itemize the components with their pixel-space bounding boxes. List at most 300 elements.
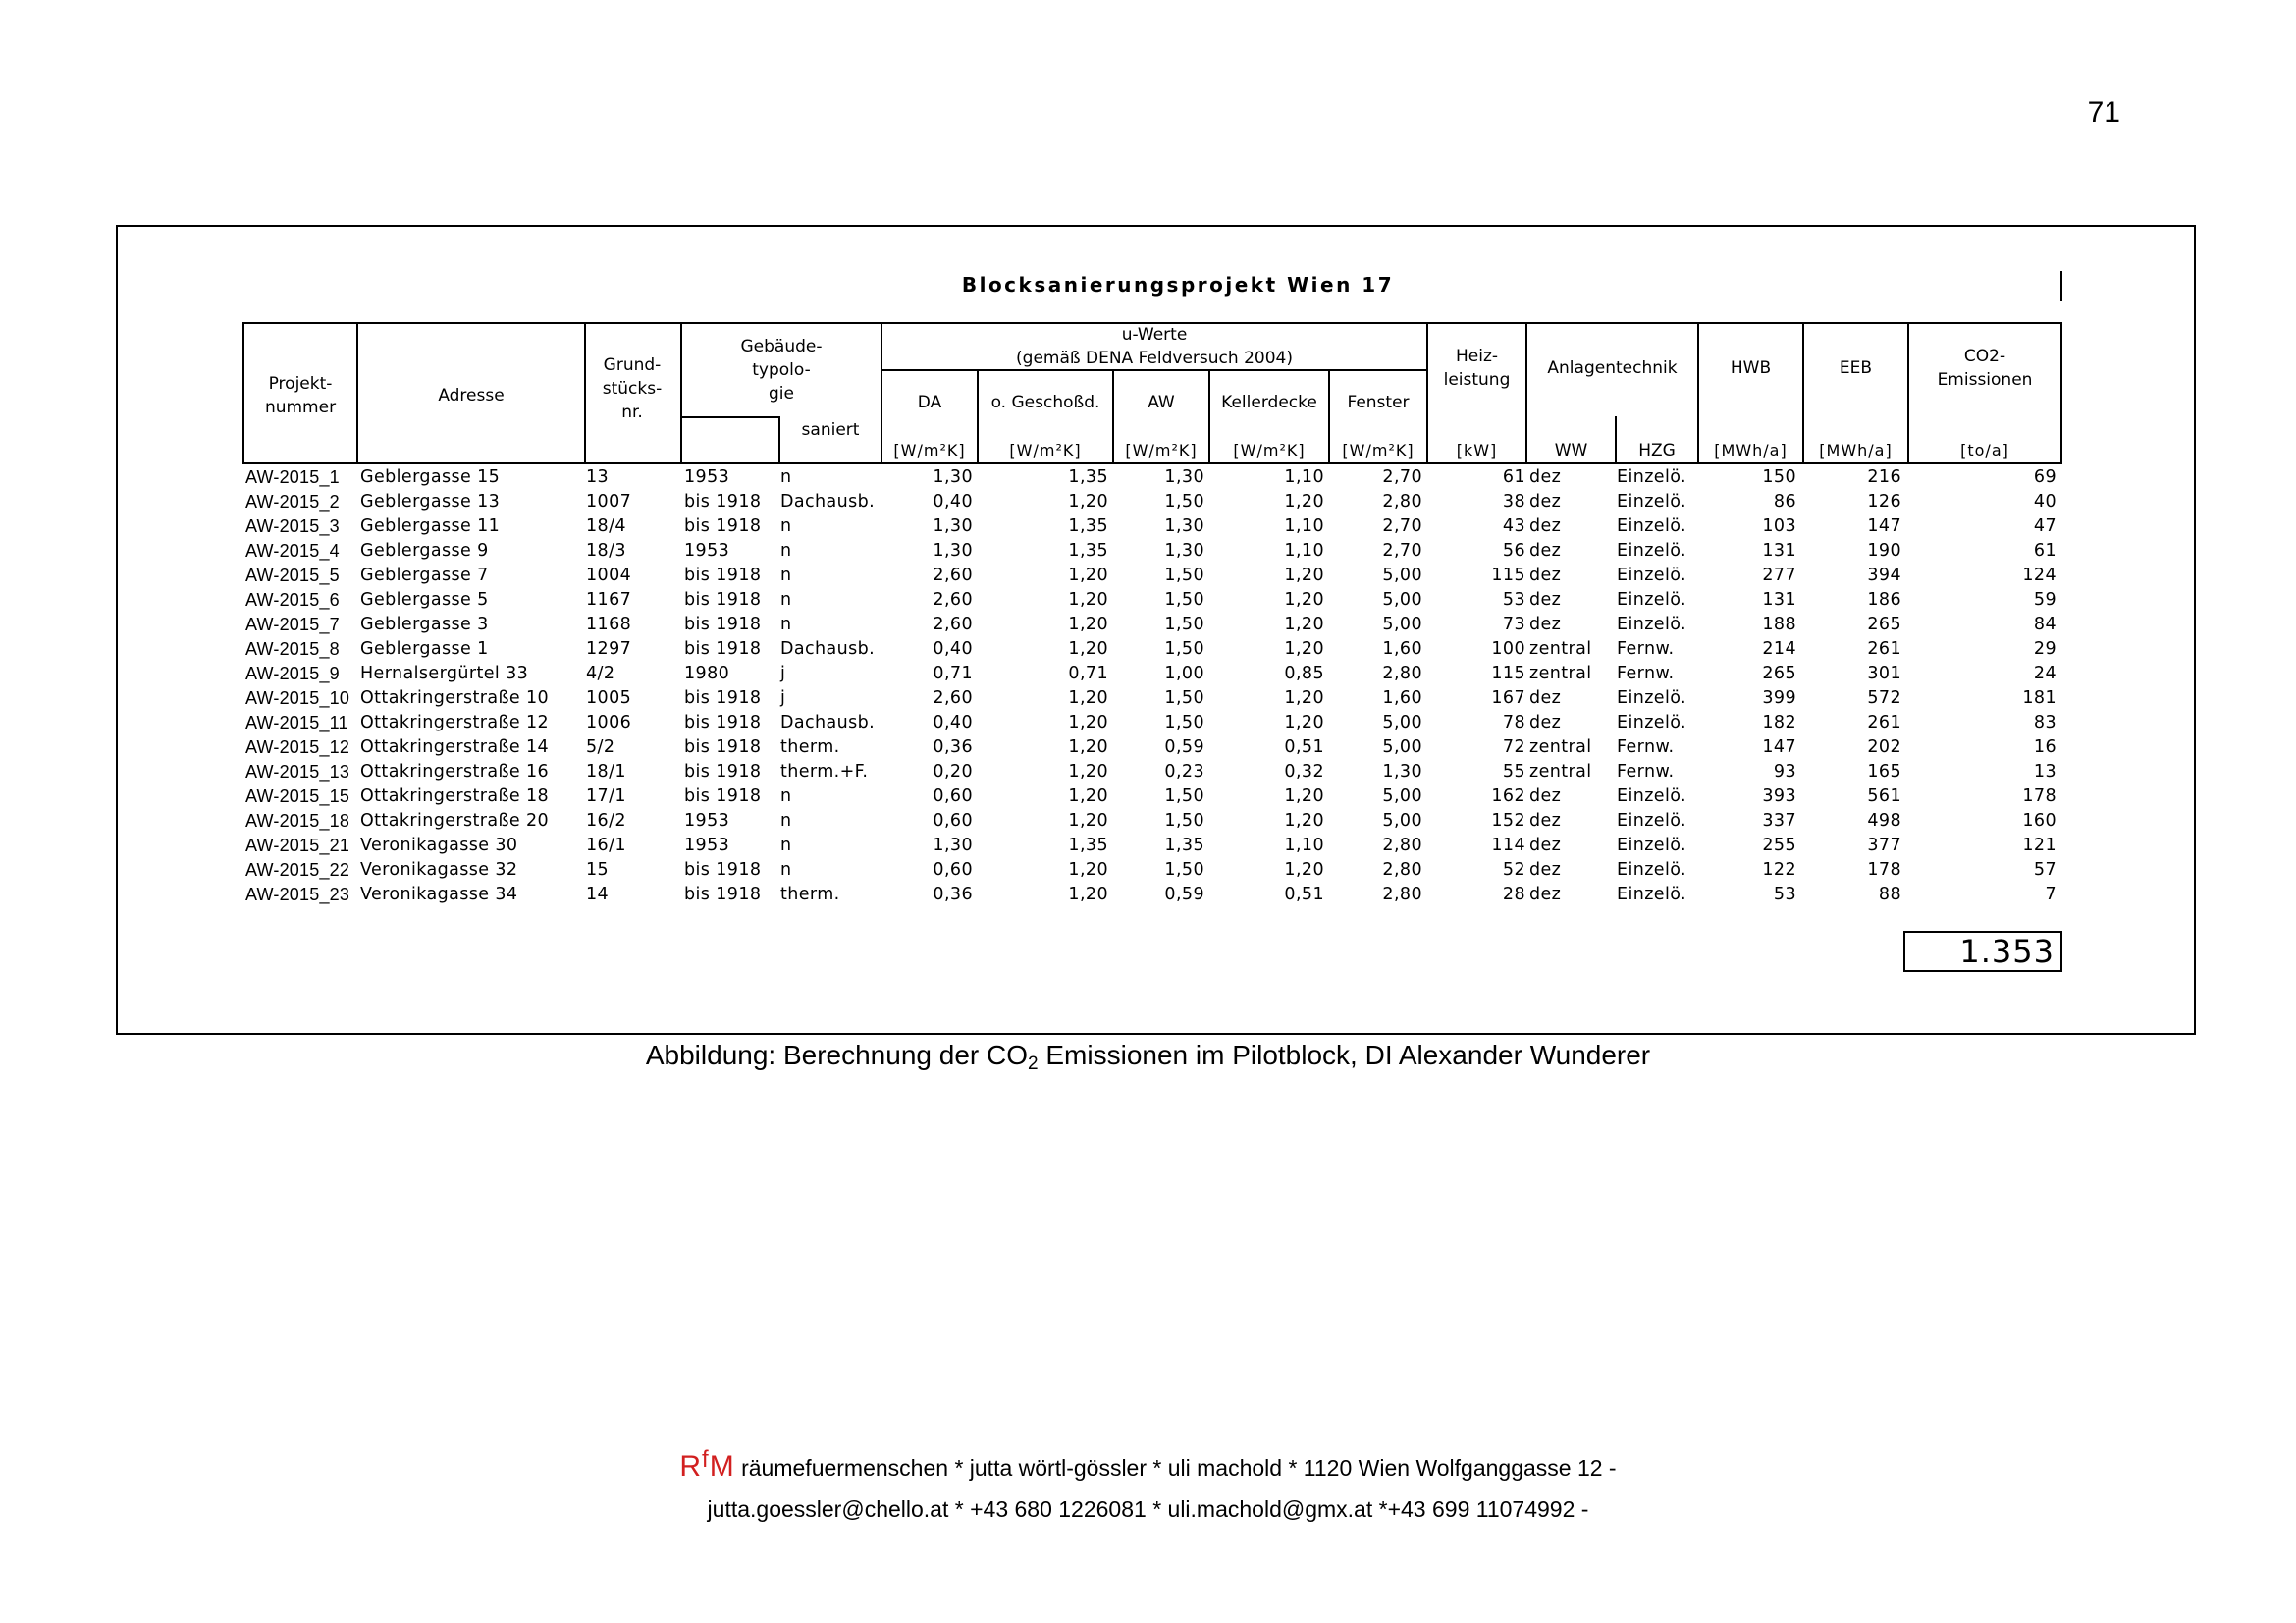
header-fenster: Fenster (1347, 393, 1410, 412)
cell-fenster: 2,70 (1382, 516, 1422, 536)
cell-aw: 1,50 (1164, 688, 1204, 708)
logo-m: M (709, 1450, 735, 1483)
cell-kd: 1,20 (1284, 566, 1324, 585)
header-projektnummer: Projekt- nummer (264, 374, 337, 417)
cell-fenster: 2,70 (1382, 467, 1422, 487)
cell-ww: zentral (1529, 762, 1592, 782)
header-anlagentechnik: Anlagentechnik (1547, 358, 1678, 378)
table-row (242, 784, 2062, 809)
cell-kd: 1,10 (1284, 516, 1324, 536)
cell-fenster: 2,80 (1382, 836, 1422, 855)
table-row (242, 760, 2062, 784)
table-row (242, 539, 2062, 564)
cell-saniert: therm.+F. (780, 762, 869, 782)
cell-aw: 1,50 (1164, 811, 1204, 831)
cell-grundstueck: 1005 (586, 688, 632, 708)
cell-ww: dez (1529, 860, 1562, 880)
cell-adresse: Geblergasse 1 (360, 639, 489, 659)
cell-heiz: 100 (1491, 639, 1525, 659)
cell-adresse: Geblergasse 5 (360, 590, 489, 610)
cell-fenster: 2,80 (1382, 664, 1422, 683)
cell-og: 1,20 (1068, 688, 1108, 708)
cell-aw: 0,23 (1164, 762, 1204, 782)
cell-hzg: Einzelö. (1617, 492, 1686, 512)
cell-grundstueck: 14 (586, 885, 610, 904)
cell-aw: 1,50 (1164, 713, 1204, 732)
table-row (242, 465, 2062, 490)
cell-aw: 1,50 (1164, 566, 1204, 585)
cell-fenster: 5,00 (1382, 737, 1422, 757)
cell-co2: 121 (2022, 836, 2056, 855)
table-row (242, 564, 2062, 588)
cell-adresse: Ottakringerstraße 14 (360, 737, 550, 757)
header-aw: AW (1148, 393, 1175, 412)
cell-hzg: Einzelö. (1617, 516, 1686, 536)
cell-heiz: 167 (1491, 688, 1525, 708)
cell-adresse: Ottakringerstraße 18 (360, 786, 550, 806)
cell-baujahr: bis 1918 (684, 688, 762, 708)
cell-projektnummer: AW-2015_15 (245, 786, 350, 806)
cell-hwb: 188 (1762, 615, 1796, 634)
unit-fenster: [W/m²K] (1342, 440, 1415, 460)
cell-da: 1,30 (933, 541, 973, 561)
cell-adresse: Geblergasse 3 (360, 615, 489, 634)
header-co2-emissionen: CO2- Emissionen (1937, 347, 2033, 390)
cell-projektnummer: AW-2015_12 (245, 737, 350, 757)
cell-co2: 178 (2022, 786, 2056, 806)
cell-fenster: 5,00 (1382, 590, 1422, 610)
cell-da: 1,30 (933, 516, 973, 536)
header-obergeschossdecke: o. Geschoßd. (990, 393, 1100, 412)
cell-eeb: 126 (1867, 492, 1901, 512)
cell-heiz: 72 (1502, 737, 1525, 757)
cell-eeb: 202 (1867, 737, 1901, 757)
cell-co2: 61 (2033, 541, 2056, 561)
cell-hwb: 103 (1762, 516, 1796, 536)
cell-heiz: 115 (1491, 664, 1525, 683)
cell-kd: 1,20 (1284, 590, 1324, 610)
cell-eeb: 261 (1867, 713, 1901, 732)
cell-co2: 29 (2033, 639, 2056, 659)
cell-og: 1,20 (1068, 885, 1108, 904)
cell-co2: 181 (2022, 688, 2056, 708)
cell-da: 2,60 (933, 615, 973, 634)
cell-grundstueck: 16/2 (586, 811, 626, 831)
cell-fenster: 5,00 (1382, 786, 1422, 806)
unit-da: [W/m²K] (893, 440, 966, 460)
cell-fenster: 2,70 (1382, 541, 1422, 561)
cell-projektnummer: AW-2015_4 (245, 541, 340, 561)
cell-aw: 1,50 (1164, 639, 1204, 659)
cell-saniert: therm. (780, 737, 840, 757)
cell-grundstueck: 4/2 (586, 664, 615, 683)
cell-da: 1,30 (933, 836, 973, 855)
cell-fenster: 5,00 (1382, 615, 1422, 634)
cell-hwb: 182 (1762, 713, 1796, 732)
cell-kd: 1,20 (1284, 860, 1324, 880)
cell-projektnummer: AW-2015_21 (245, 836, 350, 855)
cell-hzg: Einzelö. (1617, 860, 1686, 880)
cell-co2: 59 (2033, 590, 2056, 610)
cell-hwb: 214 (1762, 639, 1796, 659)
unit-aw: [W/m²K] (1125, 440, 1198, 460)
header-heizleistung: Heiz- leistung (1443, 347, 1511, 390)
cell-grundstueck: 1167 (586, 590, 632, 610)
cell-baujahr: bis 1918 (684, 615, 762, 634)
cell-hzg: Einzelö. (1617, 615, 1686, 634)
cell-aw: 1,30 (1164, 541, 1204, 561)
cell-aw: 0,59 (1164, 737, 1204, 757)
cell-hwb: 86 (1773, 492, 1796, 512)
footer-address: räumefuermenschen * jutta wörtl-gössler * uli machold * 1120 Wien Wolfganggasse 12 - (734, 1455, 1617, 1481)
cell-aw: 1,00 (1164, 664, 1204, 683)
cell-eeb: 498 (1867, 811, 1901, 831)
cell-co2: 47 (2033, 516, 2056, 536)
cell-heiz: 78 (1502, 713, 1525, 732)
cell-eeb: 88 (1878, 885, 1901, 904)
cell-grundstueck: 1168 (586, 615, 632, 634)
cell-hwb: 265 (1762, 664, 1796, 683)
cell-heiz: 55 (1502, 762, 1525, 782)
cell-og: 1,20 (1068, 786, 1108, 806)
header-hwb: HWB (1730, 358, 1772, 378)
cell-hwb: 399 (1762, 688, 1796, 708)
cell-hwb: 277 (1762, 566, 1796, 585)
cell-hzg: Fernw. (1617, 664, 1675, 683)
cell-ww: dez (1529, 885, 1562, 904)
cell-eeb: 261 (1867, 639, 1901, 659)
cell-da: 0,71 (933, 664, 973, 683)
cell-adresse: Geblergasse 11 (360, 516, 501, 536)
cell-da: 0,60 (933, 811, 973, 831)
logo-f: f (702, 1446, 710, 1473)
cell-hwb: 393 (1762, 786, 1796, 806)
cell-da: 0,40 (933, 492, 973, 512)
cell-hzg: Einzelö. (1617, 590, 1686, 610)
cell-heiz: 115 (1491, 566, 1525, 585)
cell-saniert: Dachausb. (780, 492, 876, 512)
cell-ww: dez (1529, 541, 1562, 561)
cell-baujahr: bis 1918 (684, 639, 762, 659)
cell-og: 1,20 (1068, 615, 1108, 634)
table-row (242, 662, 2062, 686)
cell-eeb: 190 (1867, 541, 1901, 561)
cell-hwb: 53 (1773, 885, 1796, 904)
cell-grundstueck: 17/1 (586, 786, 626, 806)
table-row (242, 858, 2062, 883)
cell-heiz: 56 (1502, 541, 1525, 561)
cell-hwb: 131 (1762, 541, 1796, 561)
cell-heiz: 162 (1491, 786, 1525, 806)
cell-og: 1,20 (1068, 713, 1108, 732)
cell-co2: 24 (2033, 664, 2056, 683)
cell-hzg: Einzelö. (1617, 811, 1686, 831)
header-eeb: EEB (1839, 358, 1873, 378)
table-header (242, 322, 2062, 464)
title-marker (2060, 271, 2062, 301)
cell-projektnummer: AW-2015_22 (245, 860, 350, 880)
cell-hzg: Einzelö. (1617, 566, 1686, 585)
unit-heiz: [kW] (1456, 440, 1498, 460)
cell-co2: 7 (2045, 885, 2056, 904)
cell-saniert: n (780, 836, 792, 855)
cell-saniert: n (780, 467, 792, 487)
cell-da: 0,40 (933, 639, 973, 659)
table-body (242, 465, 2062, 907)
cell-og: 1,20 (1068, 860, 1108, 880)
cell-og: 1,20 (1068, 737, 1108, 757)
unit-og: [W/m²K] (1009, 440, 1082, 460)
cell-saniert: n (780, 786, 792, 806)
cell-grundstueck: 13 (586, 467, 610, 487)
logo-r: R (679, 1450, 703, 1483)
cell-saniert: Dachausb. (780, 639, 876, 659)
cell-projektnummer: AW-2015_3 (245, 516, 340, 536)
cell-ww: dez (1529, 836, 1562, 855)
footer-line-2: jutta.goessler@chello.at * +43 680 1226081 * uli.machold@gmx.at *+43 699 11074992 - (707, 1496, 1589, 1522)
cell-kd: 1,20 (1284, 492, 1324, 512)
cell-hzg: Fernw. (1617, 762, 1675, 782)
cell-grundstueck: 18/1 (586, 762, 626, 782)
cell-hwb: 147 (1762, 737, 1796, 757)
cell-adresse: Veronikagasse 34 (360, 885, 518, 904)
cell-kd: 1,20 (1284, 688, 1324, 708)
cell-ww: dez (1529, 467, 1562, 487)
cell-projektnummer: AW-2015_8 (245, 639, 340, 659)
cell-saniert: n (780, 811, 792, 831)
cell-projektnummer: AW-2015_13 (245, 762, 350, 782)
cell-kd: 1,10 (1284, 467, 1324, 487)
cell-kd: 0,51 (1284, 737, 1324, 757)
cell-og: 1,20 (1068, 590, 1108, 610)
cell-baujahr: bis 1918 (684, 566, 762, 585)
cell-grundstueck: 18/3 (586, 541, 626, 561)
cell-adresse: Ottakringerstraße 20 (360, 811, 550, 831)
cell-kd: 1,20 (1284, 615, 1324, 634)
cell-baujahr: 1953 (684, 836, 730, 855)
cell-da: 0,60 (933, 860, 973, 880)
cell-og: 1,20 (1068, 811, 1108, 831)
cell-baujahr: bis 1918 (684, 860, 762, 880)
footer-line-1 (0, 1443, 2296, 1485)
page-number: 71 (2087, 96, 2120, 129)
cell-projektnummer: AW-2015_7 (245, 615, 340, 634)
cell-baujahr: bis 1918 (684, 492, 762, 512)
cell-ww: dez (1529, 786, 1562, 806)
cell-grundstueck: 15 (586, 860, 610, 880)
cell-baujahr: bis 1918 (684, 762, 762, 782)
cell-heiz: 61 (1502, 467, 1525, 487)
co2-total: 1.353 (1903, 931, 2062, 972)
cell-aw: 1,50 (1164, 492, 1204, 512)
cell-co2: 124 (2022, 566, 2056, 585)
cell-eeb: 301 (1867, 664, 1901, 683)
cell-kd: 0,32 (1284, 762, 1324, 782)
cell-co2: 84 (2033, 615, 2056, 634)
cell-hwb: 337 (1762, 811, 1796, 831)
cell-projektnummer: AW-2015_9 (245, 664, 340, 683)
cell-grundstueck: 5/2 (586, 737, 615, 757)
header-hzg: HZG (1638, 440, 1676, 460)
cell-ww: dez (1529, 615, 1562, 634)
cell-aw: 1,35 (1164, 836, 1204, 855)
cell-aw: 1,50 (1164, 786, 1204, 806)
cell-hwb: 122 (1762, 860, 1796, 880)
cell-hzg: Einzelö. (1617, 836, 1686, 855)
cell-da: 0,60 (933, 786, 973, 806)
cell-og: 1,35 (1068, 836, 1108, 855)
cell-baujahr: bis 1918 (684, 713, 762, 732)
cell-og: 1,20 (1068, 639, 1108, 659)
table-row (242, 883, 2062, 907)
cell-projektnummer: AW-2015_2 (245, 492, 340, 512)
cell-aw: 1,50 (1164, 590, 1204, 610)
header-da: DA (917, 393, 942, 412)
cell-eeb: 186 (1867, 590, 1901, 610)
header-saniert: saniert (801, 420, 860, 440)
cell-hwb: 131 (1762, 590, 1796, 610)
cell-eeb: 265 (1867, 615, 1901, 634)
cell-kd: 1,10 (1284, 541, 1324, 561)
cell-hwb: 150 (1762, 467, 1796, 487)
cell-fenster: 5,00 (1382, 811, 1422, 831)
cell-fenster: 5,00 (1382, 713, 1422, 732)
cell-aw: 1,30 (1164, 467, 1204, 487)
cell-saniert: Dachausb. (780, 713, 876, 732)
cell-grundstueck: 1006 (586, 713, 632, 732)
cell-projektnummer: AW-2015_5 (245, 566, 340, 585)
cell-co2: 13 (2033, 762, 2056, 782)
cell-fenster: 1,30 (1382, 762, 1422, 782)
cell-eeb: 165 (1867, 762, 1901, 782)
cell-aw: 1,50 (1164, 615, 1204, 634)
unit-co2: [to/a] (1960, 440, 2009, 460)
cell-saniert: n (780, 566, 792, 585)
cell-ww: dez (1529, 590, 1562, 610)
cell-ww: dez (1529, 516, 1562, 536)
cell-grundstueck: 18/4 (586, 516, 626, 536)
cell-saniert: n (780, 860, 792, 880)
cell-baujahr: bis 1918 (684, 590, 762, 610)
cell-adresse: Ottakringerstraße 12 (360, 713, 550, 732)
cell-hzg: Fernw. (1617, 737, 1675, 757)
cell-og: 1,35 (1068, 516, 1108, 536)
cell-adresse: Geblergasse 13 (360, 492, 501, 512)
cell-eeb: 178 (1867, 860, 1901, 880)
cell-saniert: j (780, 664, 786, 683)
cell-co2: 16 (2033, 737, 2056, 757)
table-row (242, 490, 2062, 514)
cell-fenster: 1,60 (1382, 688, 1422, 708)
cell-adresse: Hernalsergürtel 33 (360, 664, 529, 683)
cell-projektnummer: AW-2015_18 (245, 811, 350, 831)
cell-ww: dez (1529, 688, 1562, 708)
cell-eeb: 394 (1867, 566, 1901, 585)
cell-aw: 1,50 (1164, 860, 1204, 880)
cell-fenster: 1,60 (1382, 639, 1422, 659)
cell-saniert: n (780, 516, 792, 536)
cell-hzg: Einzelö. (1617, 786, 1686, 806)
cell-co2: 69 (2033, 467, 2056, 487)
cell-grundstueck: 1004 (586, 566, 632, 585)
cell-fenster: 2,80 (1382, 492, 1422, 512)
cell-ww: dez (1529, 566, 1562, 585)
cell-ww: zentral (1529, 664, 1592, 683)
cell-adresse: Geblergasse 7 (360, 566, 489, 585)
cell-co2: 57 (2033, 860, 2056, 880)
header-u-werte: u-Werte (gemäß DENA Feldversuch 2004) (1016, 325, 1293, 368)
cell-hzg: Einzelö. (1617, 541, 1686, 561)
cell-eeb: 561 (1867, 786, 1901, 806)
rfm-logo (679, 1446, 735, 1483)
cell-da: 0,36 (933, 885, 973, 904)
table-row (242, 637, 2062, 662)
cell-baujahr: bis 1918 (684, 737, 762, 757)
table-title: Blocksanierungsprojekt Wien 17 (961, 273, 1395, 297)
table-row (242, 686, 2062, 711)
figure-caption (0, 1039, 2296, 1072)
cell-hwb: 255 (1762, 836, 1796, 855)
cell-ww: dez (1529, 492, 1562, 512)
cell-da: 0,36 (933, 737, 973, 757)
table-row (242, 735, 2062, 760)
cell-saniert: j (780, 688, 786, 708)
cell-og: 1,20 (1068, 566, 1108, 585)
table-row (242, 613, 2062, 637)
cell-eeb: 147 (1867, 516, 1901, 536)
cell-heiz: 28 (1502, 885, 1525, 904)
cell-heiz: 43 (1502, 516, 1525, 536)
cell-projektnummer: AW-2015_11 (245, 713, 348, 732)
cell-da: 2,60 (933, 590, 973, 610)
cell-hzg: Einzelö. (1617, 885, 1686, 904)
cell-og: 1,35 (1068, 541, 1108, 561)
cell-grundstueck: 1007 (586, 492, 632, 512)
cell-heiz: 53 (1502, 590, 1525, 610)
cell-co2: 83 (2033, 713, 2056, 732)
cell-projektnummer: AW-2015_10 (245, 688, 350, 708)
cell-kd: 0,51 (1284, 885, 1324, 904)
cell-ww: zentral (1529, 639, 1592, 659)
table-row (242, 711, 2062, 735)
cell-ww: dez (1529, 713, 1562, 732)
table-row (242, 588, 2062, 613)
cell-aw: 1,30 (1164, 516, 1204, 536)
caption-text-end: Emissionen im Pilotblock, DI Alexander Wunderer (1038, 1040, 1651, 1070)
cell-saniert: n (780, 541, 792, 561)
cell-adresse: Ottakringerstraße 10 (360, 688, 550, 708)
unit-kd: [W/m²K] (1233, 440, 1306, 460)
cell-ww: dez (1529, 811, 1562, 831)
cell-grundstueck: 1297 (586, 639, 632, 659)
caption-text: Abbildung: Berechnung der CO (645, 1040, 1029, 1070)
header-kellerdecke: Kellerdecke (1221, 393, 1317, 412)
cell-baujahr: 1953 (684, 541, 730, 561)
cell-fenster: 5,00 (1382, 566, 1422, 585)
cell-aw: 0,59 (1164, 885, 1204, 904)
cell-og: 0,71 (1068, 664, 1108, 683)
cell-fenster: 2,80 (1382, 860, 1422, 880)
cell-adresse: Geblergasse 9 (360, 541, 489, 561)
cell-hwb: 93 (1773, 762, 1796, 782)
cell-hzg: Einzelö. (1617, 688, 1686, 708)
header-typologie: Gebäude- typolo- gie (740, 337, 823, 404)
cell-eeb: 216 (1867, 467, 1901, 487)
cell-heiz: 152 (1491, 811, 1525, 831)
cell-heiz: 114 (1491, 836, 1525, 855)
cell-projektnummer: AW-2015_1 (245, 467, 340, 487)
cell-eeb: 377 (1867, 836, 1901, 855)
